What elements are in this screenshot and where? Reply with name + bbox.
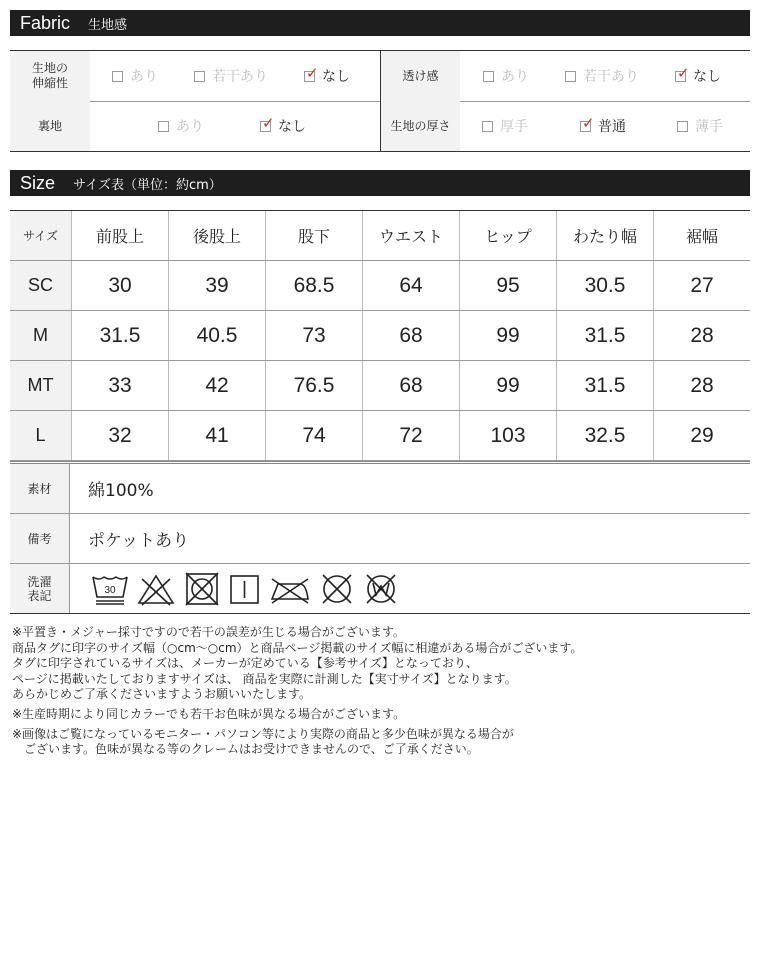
value: 30	[108, 273, 132, 297]
header-cell	[168, 211, 265, 260]
value-cell	[362, 311, 459, 360]
value-cell	[168, 411, 265, 460]
value-cell	[71, 361, 168, 410]
value-cell	[362, 261, 459, 310]
value: 29	[690, 423, 714, 447]
care-row	[10, 564, 750, 613]
value-cell	[168, 261, 265, 310]
value-cell	[71, 261, 168, 310]
value: 30.5	[584, 273, 626, 297]
value-cell	[265, 311, 362, 360]
value: 72	[399, 423, 423, 447]
value-cell	[459, 261, 556, 310]
size-corner-label: サイズ	[22, 229, 59, 243]
value: 28	[690, 373, 714, 397]
size-title-jp: サイズ表（単位：約cm）	[73, 177, 222, 193]
size-label: M	[33, 325, 48, 345]
info-table	[10, 461, 750, 614]
size-corner-cell	[10, 211, 71, 260]
fabric-center-divider	[380, 51, 381, 151]
value: 31.5	[584, 373, 626, 397]
value: 95	[496, 273, 520, 297]
value: 73	[302, 323, 326, 347]
value: 68.5	[293, 273, 335, 297]
stretch-option-2	[194, 51, 268, 101]
lining-label	[10, 101, 90, 151]
checkbox-icon	[112, 71, 123, 82]
value-cell	[362, 411, 459, 460]
value: 41	[205, 423, 229, 447]
header-cell	[459, 211, 556, 260]
header-label: ヒップ	[484, 227, 532, 246]
table-row	[10, 261, 750, 311]
value: 68	[399, 323, 423, 347]
checkbox-checked-icon: ✓	[262, 113, 275, 132]
lining-label-text: 裏地	[37, 118, 62, 133]
option-label: 若干あり	[583, 69, 639, 85]
checkbox-checked-icon: ✓	[677, 63, 690, 82]
lining-option-1	[158, 101, 204, 151]
material-value: 綿100%	[88, 481, 154, 501]
line-dry-icon	[228, 571, 262, 607]
size-label: MT	[27, 375, 54, 395]
no-iron-icon	[268, 571, 312, 607]
value-cell	[556, 361, 653, 410]
note-line: ページに掲載いたしておりますサイズは、 商品を実際に計測した【実寸サイズ】となります。	[12, 671, 517, 686]
option-label: あり	[176, 119, 204, 135]
wash-temp-text: 30	[104, 585, 116, 596]
thickness-option-3	[677, 101, 723, 151]
checkbox-checked-icon: ✓	[582, 113, 595, 132]
header-cell	[265, 211, 362, 260]
size-title-en: Size	[20, 172, 56, 193]
value-cell	[653, 311, 750, 360]
value-cell	[556, 411, 653, 460]
option-label: あり	[501, 69, 529, 85]
sheer-option-1	[483, 51, 529, 101]
table-row	[10, 411, 750, 461]
sheer-option-3	[675, 51, 721, 101]
value-cell	[362, 361, 459, 410]
header-label: ウエスト	[378, 227, 443, 246]
value-cell	[459, 311, 556, 360]
size-label-cell	[10, 261, 71, 310]
option-label: なし	[322, 69, 350, 85]
stretch-label	[10, 51, 90, 101]
size-header-row	[10, 211, 750, 261]
table-row	[10, 361, 750, 411]
note-line: ※生産時期により同じカラーでも若干お色味が異なる場合がございます。	[12, 706, 406, 721]
care-label-line1: 洗濯	[27, 574, 52, 589]
checkbox-icon	[565, 71, 576, 82]
header-cell	[556, 211, 653, 260]
value: 27	[690, 273, 714, 297]
stretch-option-1	[112, 51, 158, 101]
thickness-label	[381, 101, 460, 151]
header-label: 股下	[297, 227, 330, 246]
header-cell	[653, 211, 750, 260]
note-line: ※画像はご覧になっているモニター・パソコン等により実際の商品と多少色味が異なる場合が	[12, 726, 514, 741]
no-tumble-dry-icon	[182, 571, 222, 607]
care-label-line2: 表記	[27, 588, 52, 603]
value: 103	[490, 423, 526, 447]
option-label: なし	[278, 119, 306, 135]
material-label-text: 素材	[27, 481, 52, 496]
stretch-label-line2: 伸縮性	[31, 76, 68, 90]
remarks-value: ポケットあり	[88, 531, 190, 551]
material-label	[10, 464, 70, 513]
value: 31.5	[99, 323, 141, 347]
checkbox-icon	[483, 71, 494, 82]
option-label: あり	[130, 69, 158, 85]
size-label: L	[35, 425, 46, 445]
value-cell	[265, 261, 362, 310]
value-cell	[168, 361, 265, 410]
fabric-section-header	[10, 10, 750, 36]
header-cell	[362, 211, 459, 260]
value-cell	[168, 311, 265, 360]
thickness-option-2	[580, 101, 626, 151]
remarks-row	[10, 514, 750, 564]
checkbox-icon	[482, 121, 493, 132]
value: 33	[108, 373, 132, 397]
size-label-cell	[10, 411, 71, 460]
value: 64	[399, 273, 423, 297]
checkbox-checked-icon: ✓	[306, 63, 319, 82]
size-section-header	[10, 170, 750, 196]
size-label-cell	[10, 311, 71, 360]
value-cell	[556, 311, 653, 360]
size-table	[10, 210, 750, 447]
note-line: ございます。色味が異なる等のクレームはお受けできませんので、ご了承ください。	[12, 742, 479, 757]
value-cell	[459, 411, 556, 460]
note-line: タグに印字されているサイズは、メーカーが定めている【参考サイズ】となっており、	[12, 656, 478, 671]
remarks-label	[10, 514, 70, 563]
header-label: 前股上	[95, 227, 144, 246]
option-label: 薄手	[695, 119, 723, 135]
value-cell	[653, 411, 750, 460]
sheer-label	[381, 51, 460, 101]
value: 39	[205, 273, 229, 297]
value-cell	[459, 361, 556, 410]
checkbox-icon	[194, 71, 205, 82]
option-label: なし	[693, 69, 721, 85]
thickness-option-1	[482, 101, 528, 151]
fabric-title-en: Fabric	[20, 12, 71, 33]
header-label: 裾幅	[685, 227, 718, 246]
value: 40.5	[196, 323, 238, 347]
value-cell	[653, 361, 750, 410]
value: 74	[302, 423, 326, 447]
wash-30-icon	[90, 571, 130, 607]
stretch-option-3	[304, 51, 350, 101]
fabric-title-jp: 生地感	[88, 17, 128, 33]
no-bleach-icon	[136, 571, 176, 607]
thickness-label-text: 生地の厚さ	[390, 118, 451, 133]
note-line: あらかじめご了承くださいますようお願いいたします。	[12, 687, 312, 702]
value-cell	[71, 411, 168, 460]
stretch-label-line1: 生地の	[31, 61, 68, 75]
value: 99	[496, 373, 520, 397]
care-icons	[90, 571, 400, 607]
value-cell	[265, 361, 362, 410]
note-line: ※平置き・メジャー採寸ですので若干の誤差が生じる場合がございます。	[12, 625, 405, 639]
value: 31.5	[584, 323, 626, 347]
value-cell	[556, 261, 653, 310]
care-label	[10, 564, 70, 613]
checkbox-icon	[158, 121, 169, 132]
option-label: 普通	[598, 119, 626, 135]
option-label: 若干あり	[212, 69, 268, 85]
value: 32.5	[584, 423, 626, 447]
table-row	[10, 311, 750, 361]
value-cell	[71, 311, 168, 360]
value: 99	[496, 323, 520, 347]
sheer-option-2	[565, 51, 639, 101]
no-dry-clean-icon	[318, 571, 356, 607]
header-cell	[71, 211, 168, 260]
value: 42	[205, 373, 229, 397]
value: 68	[399, 373, 423, 397]
notes	[12, 625, 582, 758]
checkbox-icon	[677, 121, 688, 132]
fabric-table	[10, 50, 750, 152]
material-row	[10, 464, 750, 514]
value-cell	[265, 411, 362, 460]
sheer-label-text: 透け感	[402, 68, 439, 83]
remarks-label-text: 備考	[27, 531, 52, 546]
no-wet-clean-icon	[362, 571, 400, 607]
size-label: SC	[27, 275, 53, 295]
size-label-cell	[10, 361, 71, 410]
header-label: わたり幅	[572, 227, 637, 246]
option-label: 厚手	[500, 119, 528, 135]
lining-option-2	[260, 101, 306, 151]
header-label: 後股上	[192, 227, 241, 246]
value: 32	[108, 423, 132, 447]
value: 76.5	[293, 373, 335, 397]
note-line: 商品タグに印字のサイズ幅（○cm〜○cm）と商品ページ掲載のサイズ幅に相違がある場合がございます。	[12, 640, 583, 655]
value-cell	[653, 261, 750, 310]
value: 28	[690, 323, 714, 347]
